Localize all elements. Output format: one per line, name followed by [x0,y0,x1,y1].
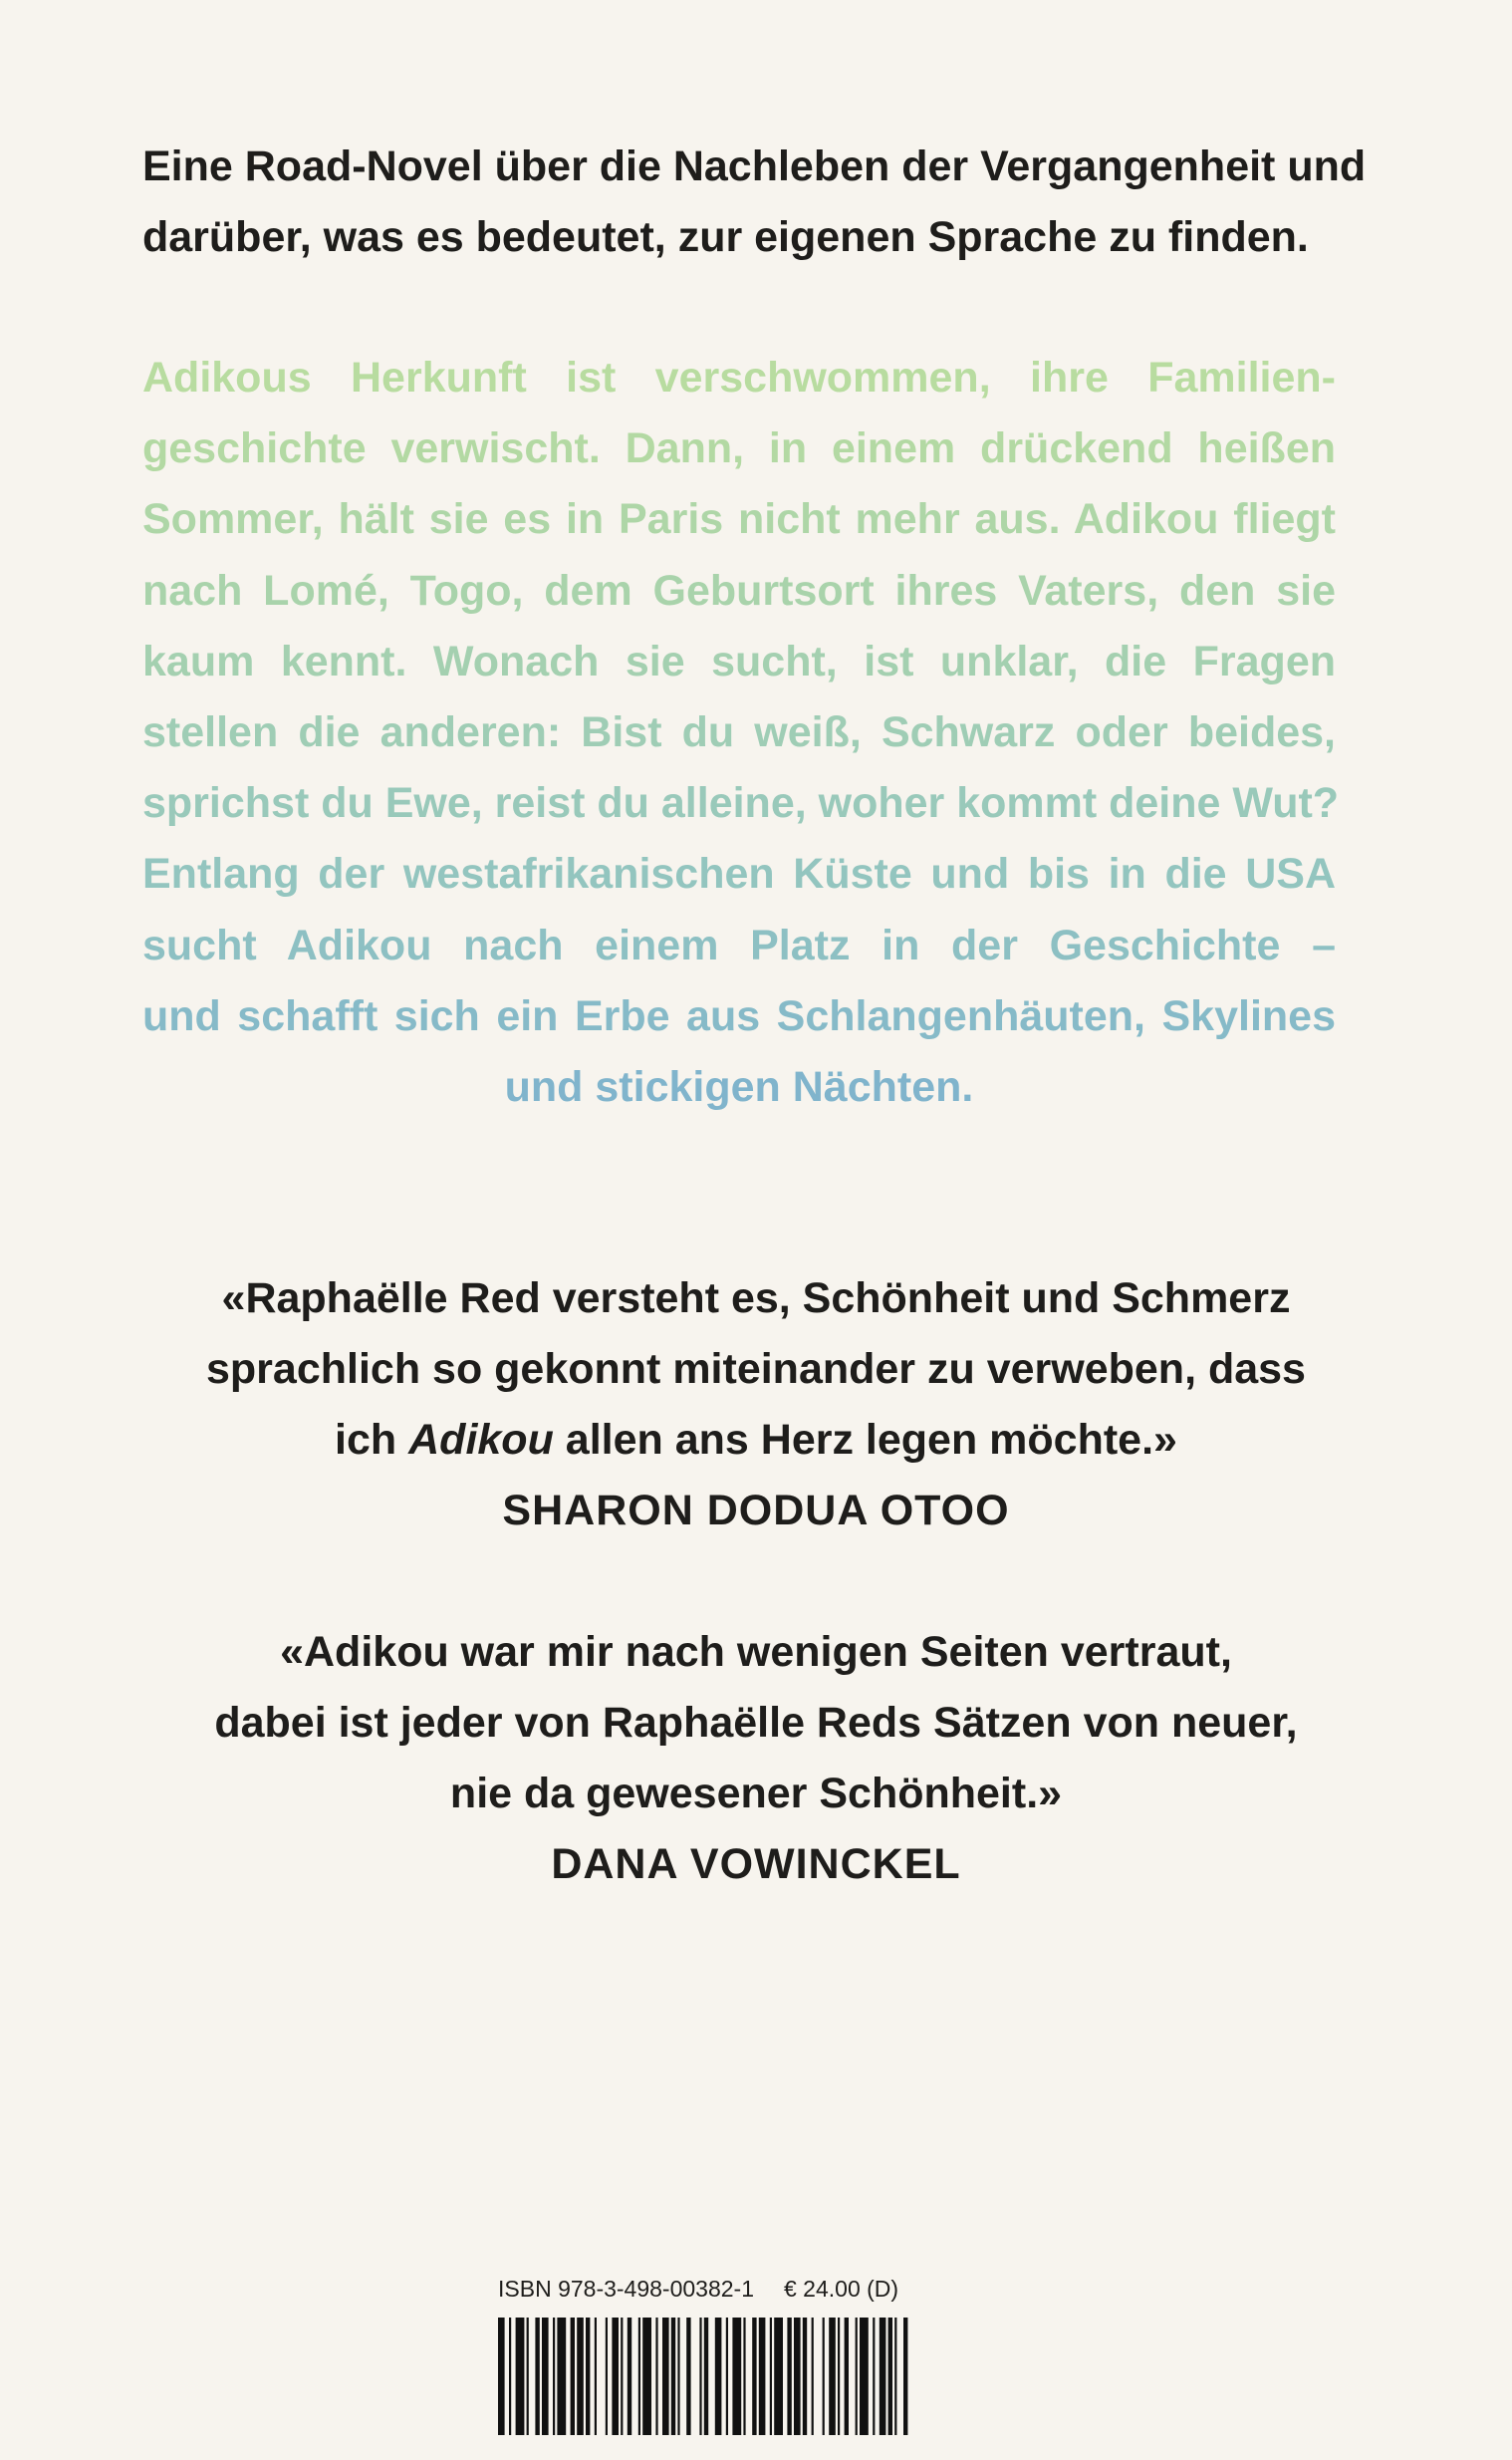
barcode-bar [774,2318,783,2435]
quote-line: «Adikou war mir nach wenigen Seiten vertraut, [280,1628,1232,1676]
barcode-bar [509,2318,511,2435]
blurb-line: nach Lomé, Togo, dem Geburtsort ihres Vaters, den sie [142,566,1336,615]
blurb-line: Sommer, hält sie es in Paris nicht mehr aus. Adikou fliegt [142,495,1336,544]
barcode-bar [732,2318,741,2435]
barcode-bar [662,2318,669,2435]
quote-author: SHARON DODUA OTOO [502,1487,1010,1534]
barcode-bar [686,2318,690,2435]
barcode-bar [715,2318,722,2435]
blurb-line: sprichst du Ewe, reist du alleine, woher kommt deine Wut? [142,779,1340,828]
blurb-line: und stickigen Nächten. [504,1063,974,1112]
blurb-line: stellen die anderen: Bist du weiß, Schwarz oder beides, [142,708,1336,757]
blurb [142,343,1340,1123]
blurb-line: Entlang der westafrikanischen Küste und bis in die USA [142,850,1336,899]
barcode-bar [860,2318,869,2435]
isbn-text [498,2274,916,2304]
barcode-bar [888,2318,892,2435]
barcode-bar [557,2318,566,2435]
quote-line: dabei ist jeder von Raphaëlle Reds Sätzen von neuer, [214,1699,1298,1747]
barcode-bar [894,2318,896,2435]
blurb-line: sucht Adikou nach einem Platz in der Geschichte – [142,921,1336,969]
barcode-bar [699,2318,701,2435]
quote-line: «Raphaëlle Red versteht es, Schönheit und Schmerz [221,1274,1291,1322]
tagline [142,132,1367,273]
quote-text: ich [335,1416,409,1464]
barcode-bar [787,2318,791,2435]
quote-line: sprachlich so gekonnt miteinander zu verweben, dass [206,1345,1306,1393]
barcode-bar [595,2318,597,2435]
barcode-bar [671,2318,675,2435]
barcode-bar [628,2318,631,2435]
barcode-bar [752,2318,756,2435]
quote-line [0,1405,1512,1476]
blurb-line: Adikous Herkunft ist verschwommen, ihre Familien- [142,354,1336,402]
barcode-bar [873,2318,875,2435]
tagline-line: darüber, was es bedeutet, zur eigenen Sprache zu finden. [142,213,1309,261]
barcode-bar [794,2318,801,2435]
barcode-bar [677,2318,679,2435]
barcode-bar [535,2318,539,2435]
blurb-line: kaum kennt. Wonach sie sucht, ist unklar, die Fragen [142,637,1336,685]
barcode-bar [553,2318,555,2435]
barcode-bar [845,2318,849,2435]
barcode-bar [838,2318,840,2435]
barcode-bar [638,2318,640,2435]
barcode-bar [642,2318,651,2435]
review-quote-vowinckel [0,1617,1512,1900]
price: € 24.00 (D) [784,2276,899,2302]
isbn-block [498,2274,916,2440]
barcode-bar [516,2318,525,2435]
barcode-bar [577,2318,584,2435]
barcode-bar [606,2318,608,2435]
barcode-bar [726,2318,728,2435]
barcode-bar [542,2318,549,2435]
barcode-bar [498,2318,505,2435]
blurb-line: geschichte verwischt. Dann, in einem drückend heißen [142,424,1336,473]
barcode-bar [803,2318,807,2435]
review-quote-otoo [0,1263,1512,1546]
barcode-bar [527,2318,529,2435]
blurb-line: und schafft sich ein Erbe aus Schlangenhäuten, Skylines [142,991,1336,1040]
barcode-bar [770,2318,772,2435]
barcode-bar [829,2318,836,2435]
quote-line: nie da gewesener Schönheit.» [449,1770,1063,1817]
barcode-bar [571,2318,575,2435]
barcode-icon [498,2318,910,2435]
isbn-number: ISBN 978-3-498-00382-1 [498,2276,754,2302]
barcode-bar [621,2318,623,2435]
barcode-bar [812,2318,814,2435]
quote-text: allen ans Herz legen möchte.» [553,1416,1177,1464]
book-title: Adikou [408,1416,554,1464]
quote-author: DANA VOWINCKEL [551,1840,961,1888]
barcode-bar [880,2318,886,2435]
barcode-bar [704,2318,708,2435]
barcode-bar [612,2318,619,2435]
barcode-bar [823,2318,825,2435]
barcode-bar [856,2318,858,2435]
barcode-bar [759,2318,766,2435]
barcode-bar [903,2318,907,2435]
tagline-line: Eine Road-Novel über die Nachleben der Vergangenheit und [142,142,1367,190]
barcode-bar [743,2318,745,2435]
barcode-bar [586,2318,590,2435]
barcode-bar [655,2318,657,2435]
